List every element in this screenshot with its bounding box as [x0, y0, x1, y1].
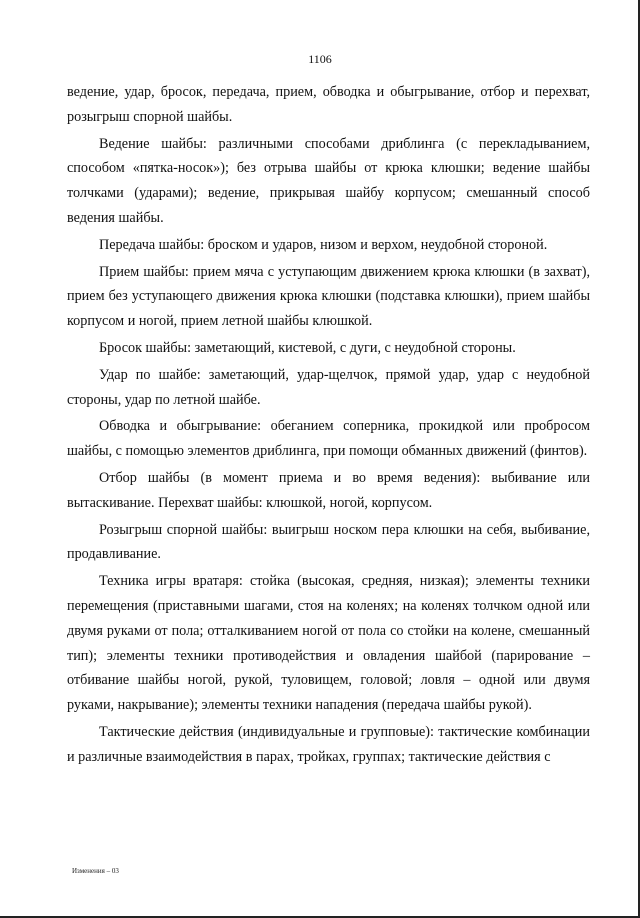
paragraph-11: Тактические действия (индивидуальные и групповые): тактические комбинации и различные взаимодействия в парах, тройках, группах; тактические действия с: [67, 723, 590, 765]
document-body: [67, 80, 590, 772]
paragraph-6: Удар по шайбе: заметающий, удар-щелчок, прямой удар, удар с неудобной стороны, удар по летной шайбе.: [67, 366, 590, 408]
page-number: 1106: [308, 52, 332, 66]
paragraph-10: Техника игры вратаря: стойка (высокая, средняя, низкая); элементы техники перемещения (приставными шагами, стоя на коленях; на коленях толчком одной или двумя руками от пола; отталкиванием ногой от пола со стойки на колене, смешанный тип); элементы техники противодействия и овладения шайбой (парирование – отбивание шайбы ногой, рукой, туловищем, головой; ловля – одной или двумя руками, накрывание); элементы техники нападения (передача шайбы рукой).: [67, 573, 590, 714]
footer-revision: Изменения – 03: [72, 867, 119, 875]
paragraph-2: Ведение шайбы: различными способами дриблинга (с перекладыванием, способом «пятка-носок»); без отрыва шайбы от крюка клюшки; ведение шайбы толчками (ударами); ведение, прикрывая шайбу корпусом; смешанный способ ведения шайбы.: [67, 135, 590, 226]
paragraph-5: Бросок шайбы: заметающий, кистевой, с дуги, с неудобной стороны.: [99, 339, 516, 356]
paragraph-8: Отбор шайбы (в момент приема и во время ведения): выбивание или вытаскивание. Перехват шайбы: клюшкой, ногой, корпусом.: [67, 469, 590, 511]
paragraph-4: Прием шайбы: прием мяча с уступающим движением крюка клюшки (в захват), прием без уступающего движения крюка клюшки (подставка клюшки), прием шайбы корпусом и ногой, прием летной шайбы клюшкой.: [67, 263, 590, 330]
paragraph-7: Обводка и обыгрывание: обеганием соперника, прокидкой или пробросом шайбы, с помощью элементов дриблинга, при помощи обманных движений (финтов).: [67, 418, 590, 460]
paragraph-9: Розыгрыш спорной шайбы: выигрыш носком пера клюшки на себя, выбивание, продавливание.: [67, 521, 590, 563]
paragraph-1: ведение, удар, бросок, передача, прием, обводка и обыгрывание, отбор и перехват, розыгрыш спорной шайбы.: [67, 84, 590, 125]
paragraph-3: Передача шайбы: броском и ударов, низом и верхом, неудобной стороной.: [99, 236, 548, 253]
